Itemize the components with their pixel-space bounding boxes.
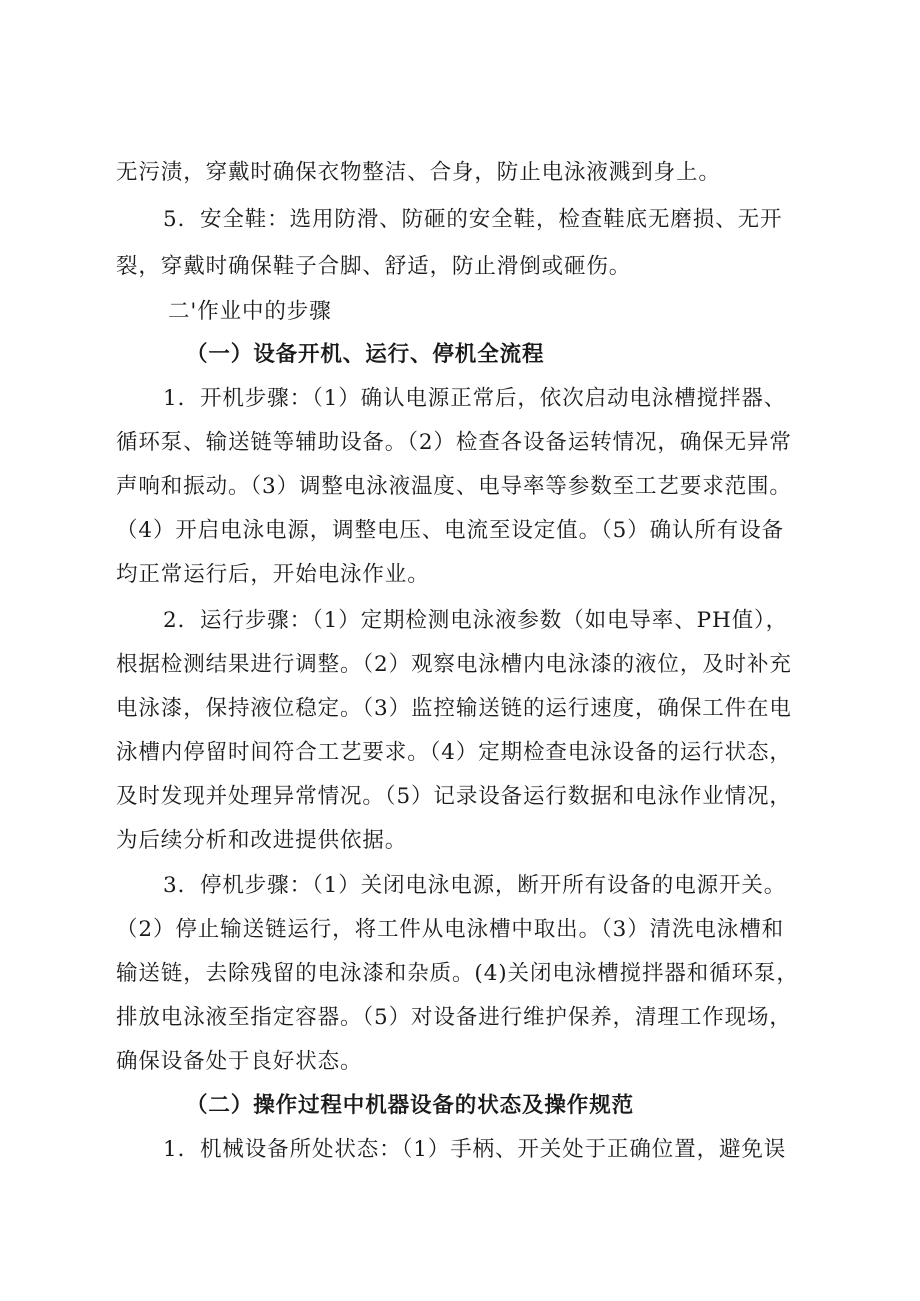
body-text-line: 泳槽内停留时间符合工艺要求。（4）定期检查电泳设备的运行状态， — [116, 740, 792, 765]
body-text-line: 输送链，去除残留的电泳漆和杂质。(4)关闭电泳槽搅拌器和循环泵， — [116, 961, 799, 986]
body-text-line: 2．运行步骤：（1）定期检测电泳液参数（如电导率、PH值）， — [163, 608, 789, 633]
body-text-line: 均正常运行后，开始电泳作业。 — [116, 562, 430, 587]
body-text-line: （4）开启电泳电源，调整电压、电流至设定值。（5）确认所有设备 — [116, 518, 785, 543]
body-text-line: 1．机械设备所处状态：（1）手柄、开关处于正确位置，避免误 — [163, 1137, 787, 1162]
body-text-line: 根据检测结果进行调整。（2）观察电泳槽内电泳漆的液位，及时补充 — [116, 652, 792, 677]
body-text-line: （2）停止输送链运行，将工件从电泳槽中取出。（3）清洗电泳槽和 — [116, 917, 785, 942]
body-text-line: 5．安全鞋：选用防滑、防砸的安全鞋，检查鞋底无磨损、无开 — [163, 207, 783, 232]
body-text-line: 3．停机步骤：（1）关闭电泳电源，断开所有设备的电源开关。 — [163, 873, 787, 898]
body-text-line: 及时发现并处理异常情况。（5）记录设备运行数据和电泳作业情况， — [116, 784, 792, 809]
subsection-heading: （二）操作过程中机器设备的状态及操作规范 — [186, 1093, 635, 1118]
section-heading: 二'作业中的步骤 — [168, 299, 332, 324]
body-text-line: 确保设备处于良好状态。 — [116, 1049, 363, 1074]
body-text-line: 声响和振动。（3）调整电泳液温度、电导率等参数至工艺要求范围。 — [116, 474, 792, 499]
subsection-heading: （一）设备开机、运行、停机全流程 — [186, 342, 545, 367]
body-text-line: 无污渍，穿戴时确保衣物整洁、合身，防止电泳液溅到身上。 — [116, 160, 721, 185]
body-text-line: 排放电泳液至指定容器。（5）对设备进行维护保养，清理工作现场， — [116, 1005, 792, 1030]
body-text-line: 1．开机步骤：（1）确认电源正常后，依次启动电泳槽搅拌器、 — [163, 386, 787, 411]
body-text-line: 电泳漆，保持液位稳定。（3）监控输送链的运行速度，确保工件在电 — [116, 696, 792, 721]
body-text-line: 裂，穿戴时确保鞋子合脚、舒适，防止滑倒或砸伤。 — [116, 254, 632, 279]
body-text-line: 为后续分析和改进提供依据。 — [116, 828, 408, 853]
body-text-line: 循环泵、输送链等辅助设备。（2）检查各设备运转情况，确保无异常 — [116, 430, 792, 455]
